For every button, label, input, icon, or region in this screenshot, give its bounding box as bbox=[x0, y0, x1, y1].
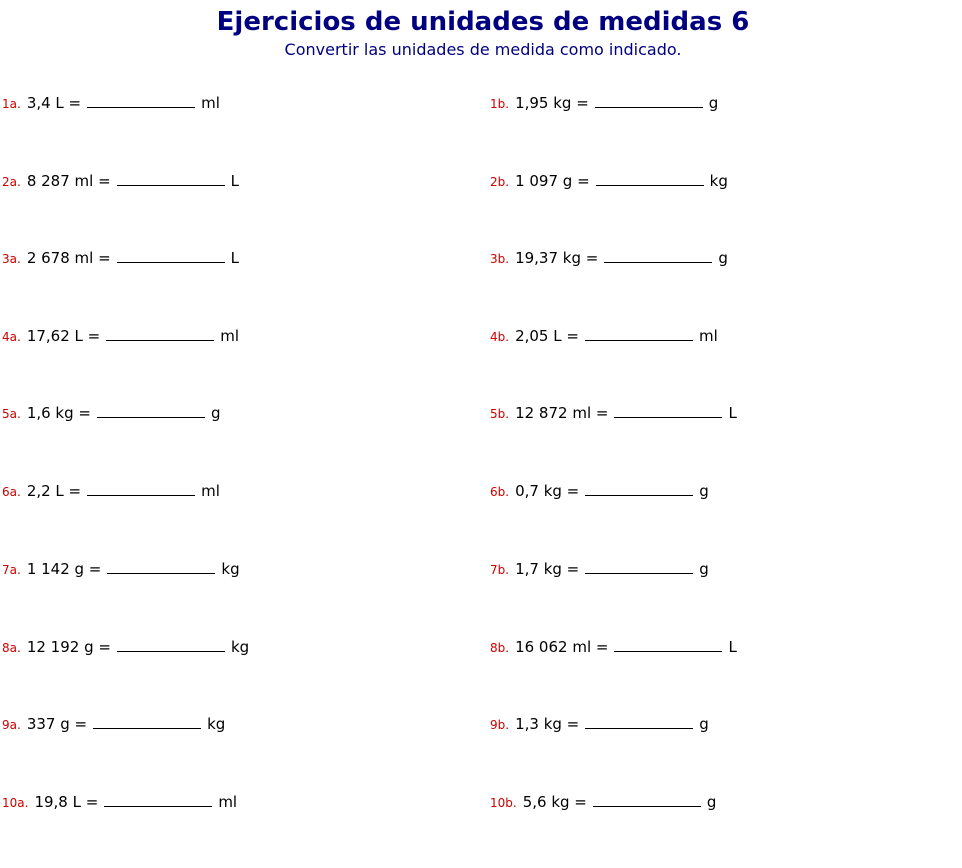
answer-blank[interactable] bbox=[585, 483, 693, 496]
exercise-question: 5,6 kg = bbox=[522, 793, 587, 811]
exercise-item bbox=[490, 635, 737, 659]
exercise-item bbox=[490, 479, 709, 503]
exercise-item bbox=[490, 91, 718, 115]
exercise-question: 337 g = bbox=[26, 715, 88, 733]
exercise-number: 5b. bbox=[490, 407, 510, 421]
exercise-number: 4b. bbox=[490, 330, 510, 344]
exercise-unit: kg bbox=[207, 715, 226, 733]
exercise-item bbox=[490, 246, 728, 270]
answer-blank[interactable] bbox=[604, 250, 712, 263]
exercise-question: 12 872 ml = bbox=[515, 404, 609, 422]
exercise-question: 8 287 ml = bbox=[26, 172, 111, 190]
exercise-item bbox=[490, 790, 716, 814]
exercise-question: 1 097 g = bbox=[515, 172, 590, 190]
exercise-number: 7a. bbox=[2, 563, 21, 577]
answer-blank[interactable] bbox=[107, 561, 215, 574]
exercise-unit: g bbox=[699, 560, 709, 578]
exercise-number: 2b. bbox=[490, 175, 510, 189]
exercise-unit: ml bbox=[220, 327, 239, 345]
exercise-unit: L bbox=[230, 249, 239, 267]
exercise-unit: L bbox=[230, 172, 239, 190]
exercise-number: 2a. bbox=[2, 175, 21, 189]
answer-blank[interactable] bbox=[614, 405, 722, 418]
exercise-number: 4a. bbox=[2, 330, 21, 344]
answer-blank[interactable] bbox=[117, 639, 225, 652]
exercise-question: 2 678 ml = bbox=[26, 249, 111, 267]
exercise-item bbox=[2, 324, 239, 348]
answer-blank[interactable] bbox=[585, 716, 693, 729]
answer-blank[interactable] bbox=[614, 639, 722, 652]
answer-blank[interactable] bbox=[104, 794, 212, 807]
exercise-unit: g bbox=[699, 715, 709, 733]
exercise-question: 19,8 L = bbox=[34, 793, 99, 811]
answer-blank[interactable] bbox=[87, 95, 195, 108]
answer-blank[interactable] bbox=[595, 95, 703, 108]
exercise-unit: g bbox=[708, 94, 719, 112]
exercise-question: 16 062 ml = bbox=[515, 638, 609, 656]
answer-blank[interactable] bbox=[585, 561, 693, 574]
exercise-item bbox=[2, 712, 225, 736]
exercise-item bbox=[490, 169, 728, 193]
exercise-unit: ml bbox=[201, 94, 220, 112]
exercise-unit: kg bbox=[709, 172, 728, 190]
answer-blank[interactable] bbox=[93, 716, 201, 729]
page-title: Ejercicios de unidades de medidas 6 bbox=[216, 7, 750, 37]
exercise-unit: L bbox=[728, 404, 737, 422]
exercise-question: 17,62 L = bbox=[26, 327, 101, 345]
exercise-unit: g bbox=[699, 482, 709, 500]
exercise-question: 1,3 kg = bbox=[515, 715, 580, 733]
exercise-number: 10b. bbox=[490, 796, 517, 810]
answer-blank[interactable] bbox=[117, 173, 225, 186]
answer-blank[interactable] bbox=[585, 328, 693, 341]
exercise-unit: g bbox=[706, 793, 717, 811]
exercise-question: 1,95 kg = bbox=[515, 94, 589, 112]
exercise-number: 3b. bbox=[490, 252, 510, 266]
exercise-item bbox=[490, 557, 709, 581]
exercise-item bbox=[2, 557, 240, 581]
exercise-unit: ml bbox=[201, 482, 220, 500]
exercise-question: 3,4 L = bbox=[26, 94, 82, 112]
exercise-item bbox=[2, 91, 220, 115]
exercise-item bbox=[2, 401, 221, 425]
exercise-unit: L bbox=[728, 638, 737, 656]
exercise-number: 6b. bbox=[490, 485, 510, 499]
exercise-question: 1,6 kg = bbox=[26, 404, 91, 422]
page-subtitle: Convertir las unidades de medida como indicado. bbox=[284, 40, 682, 59]
exercise-item bbox=[2, 479, 220, 503]
exercise-item bbox=[2, 169, 239, 193]
exercise-question: 0,7 kg = bbox=[515, 482, 580, 500]
exercise-item bbox=[2, 246, 239, 270]
exercise-number: 3a. bbox=[2, 252, 21, 266]
exercise-question: 19,37 kg = bbox=[515, 249, 599, 267]
exercise-unit: kg bbox=[230, 638, 250, 656]
exercise-number: 9b. bbox=[490, 718, 510, 732]
exercise-number: 7b. bbox=[490, 563, 510, 577]
answer-blank[interactable] bbox=[117, 250, 225, 263]
exercise-number: 6a. bbox=[2, 485, 21, 499]
exercise-number: 5a. bbox=[2, 407, 21, 421]
exercise-question: 12 192 g = bbox=[26, 638, 111, 656]
exercise-question: 2,2 L = bbox=[26, 482, 82, 500]
answer-blank[interactable] bbox=[593, 794, 701, 807]
exercise-question: 1 142 g = bbox=[26, 560, 102, 578]
exercise-question: 1,7 kg = bbox=[515, 560, 580, 578]
exercise-unit: g bbox=[210, 404, 221, 422]
exercise-unit: ml bbox=[698, 327, 718, 345]
exercise-unit: kg bbox=[221, 560, 240, 578]
exercise-item bbox=[490, 712, 709, 736]
exercise-number: 10a. bbox=[2, 796, 29, 810]
exercise-item bbox=[2, 635, 249, 659]
exercise-number: 8b. bbox=[490, 641, 510, 655]
exercise-item bbox=[490, 401, 737, 425]
exercise-number: 1b. bbox=[490, 97, 510, 111]
exercise-item bbox=[2, 790, 237, 814]
exercise-number: 9a. bbox=[2, 718, 21, 732]
exercise-item bbox=[490, 324, 718, 348]
exercise-unit: ml bbox=[218, 793, 238, 811]
answer-blank[interactable] bbox=[106, 328, 214, 341]
answer-blank[interactable] bbox=[97, 405, 205, 418]
exercise-number: 1a. bbox=[2, 97, 21, 111]
answer-blank[interactable] bbox=[87, 483, 195, 496]
exercise-number: 8a. bbox=[2, 641, 21, 655]
exercise-unit: g bbox=[718, 249, 728, 267]
answer-blank[interactable] bbox=[596, 173, 704, 186]
exercise-question: 2,05 L = bbox=[515, 327, 579, 345]
